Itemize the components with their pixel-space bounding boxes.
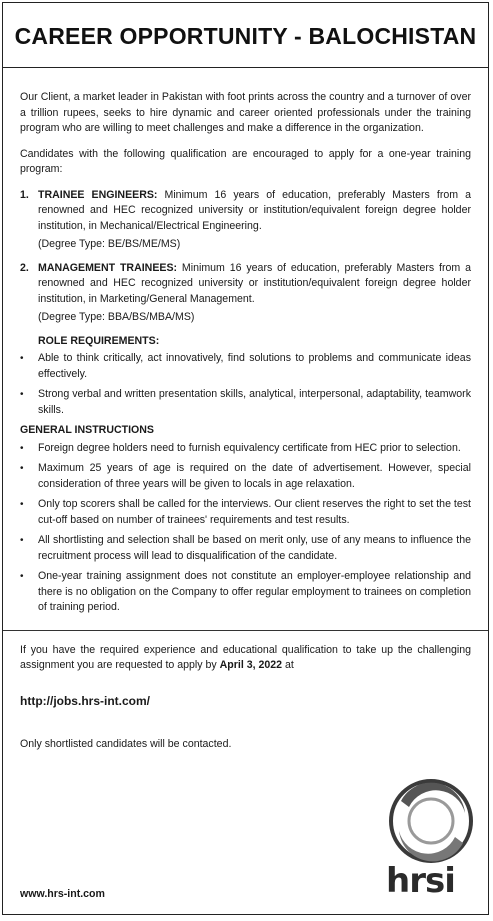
list-item-text: Foreign degree holders need to furnish equivalency certificate from HEC prior to selection.: [38, 441, 461, 454]
list-item: [20, 351, 471, 382]
apply-text: If you have the required experience and educational qualification to take up the challenging assignment you are requested to apply by: [20, 643, 471, 671]
program-item: [20, 188, 471, 253]
bullet-icon: •: [20, 389, 24, 400]
apply-suffix: at: [282, 659, 294, 671]
list-item-text: Maximum 25 years of age is required on the date of advertisement. However, special consideration of three years will be given to locals in age relaxation.: [38, 462, 471, 490]
list-item: [20, 461, 471, 492]
ad-body: [20, 90, 471, 753]
program-degree: (Degree Type: BE/BS/ME/MS): [38, 238, 181, 250]
list-item-text: Able to think critically, act innovatively, find solutions to problems and communicate ideas effectively.: [38, 352, 471, 380]
program-degree: (Degree Type: BBA/BS/MBA/MS): [38, 311, 195, 323]
bullet-icon: •: [20, 442, 24, 454]
program-body: [38, 188, 471, 253]
program-text: Minimum 16 years of education, preferably Masters from a renowned and HEC recognized university or institution/equivalent foreign degree holder institution, in Mechanical/Electrical Engineering.: [38, 188, 471, 232]
bullet-icon: •: [20, 463, 24, 474]
section-divider: [3, 630, 488, 631]
role-requirements-list: [20, 351, 471, 418]
bullet-icon: •: [20, 499, 24, 510]
job-advertisement: [2, 2, 489, 915]
list-item: [20, 387, 471, 418]
apply-deadline: April 3, 2022: [219, 659, 283, 671]
list-item-text: One-year training assignment does not constitute an employer-employee relationship and there is no obligation on the Company to offer regular employment to trainees on completion of training period.: [38, 570, 471, 613]
role-requirements-heading: ROLE REQUIREMENTS:: [38, 334, 160, 347]
list-item: [20, 497, 471, 528]
list-item: [20, 569, 471, 616]
website-link[interactable]: www.hrs-int.com: [20, 888, 105, 900]
general-instructions-heading: GENERAL INSTRUCTIONS: [20, 424, 154, 436]
apply-link[interactable]: http://jobs.hrs-int.com/: [20, 693, 150, 708]
logo-swoosh-bottom: [399, 831, 463, 861]
apply-paragraph: [20, 643, 471, 674]
logo-wordmark: hrsi: [386, 861, 455, 901]
title-divider: [3, 67, 488, 68]
program-item: [20, 261, 471, 326]
program-number: 1.: [20, 188, 29, 201]
program-number: 2.: [20, 261, 29, 274]
program-title: TRAINEE ENGINEERS:: [38, 188, 158, 201]
program-title: MANAGEMENT TRAINEES:: [38, 261, 178, 274]
list-item-text: Strong verbal and written presentation skills, analytical, interpersonal, adaptability, teamwork skills.: [38, 388, 471, 416]
bullet-icon: •: [20, 535, 24, 546]
general-instructions-list: [20, 441, 471, 616]
list-item: [20, 533, 471, 564]
intro-paragraph: Our Client, a market leader in Pakistan with foot prints across the country and a turnover of over a trillion rupees, seeks to hire dynamic and career oriented professionals under the training program who are willing to meet challenges and make a difference in the organization.: [20, 91, 471, 134]
program-text: Minimum 16 years of education, preferably Masters from a renowned and HEC recognized university or institution/equivalent foreign degree holder institution, in Marketing/General Management.: [38, 261, 471, 305]
shortlist-note: Only shortlisted candidates will be contacted.: [20, 738, 232, 750]
list-item-text: Only top scorers shall be called for the interviews. Our client reserves the right to set the test cut-off based on number of trainees' requirements and test results.: [38, 498, 471, 526]
program-body: [38, 261, 471, 326]
list-item: [20, 441, 471, 457]
bullet-icon: •: [20, 571, 24, 582]
qualification-paragraph: Candidates with the following qualification are encouraged to apply for a one-year training program:: [20, 147, 471, 175]
bullet-icon: •: [20, 353, 24, 364]
page-title: CAREER OPPORTUNITY - BALOCHISTAN: [14, 23, 477, 49]
logo-ring-inner: [409, 799, 453, 843]
list-item-text: All shortlisting and selection shall be based on merit only, use of any means to influence the recruitment process will lead to disqualification of the candidate.: [38, 534, 471, 562]
